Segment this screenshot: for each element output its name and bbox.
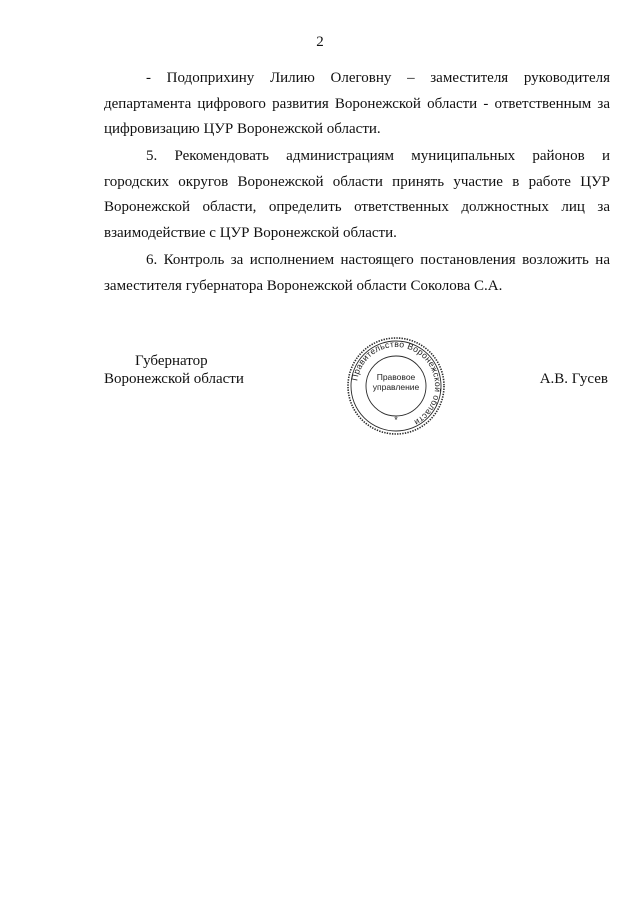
seal-star: * [394,415,398,425]
paragraph-item-6: 6. Контроль за исполнением настоящего постановления возложить на заместителя губернатора Воронежской области Соколова С.А. [104,252,610,294]
signatory-title [104,352,254,388]
signatory-title-line-2: Воронежской области [104,371,244,387]
seal-center-text [368,372,424,392]
signatory-name: А.В. Гусев [539,371,608,387]
page-number: 2 [316,34,324,50]
signatory-title-line-1: Губернатор [135,353,208,369]
seal-center-line-2: управление [372,382,420,392]
seal-center-line-1: Правовое [376,372,416,382]
seal-ring-text: Правительство Воронежской области [349,338,444,428]
paragraph-deputy-assignment: - Подоприхину Лилию Олеговну – заместителя руководителя департамента цифрового развития Воронежской области - ответственным за цифровизацию ЦУР Воронежской области. [104,70,610,137]
paragraph-item-5: 5. Рекомендовать администрациям муниципальных районов и городских округов Воронежской области принять участие в работе ЦУР Воронежской области, определить ответственных должностных лиц за взаимодействие с ЦУР Воронежской области. [104,148,610,241]
official-seal [346,336,446,436]
